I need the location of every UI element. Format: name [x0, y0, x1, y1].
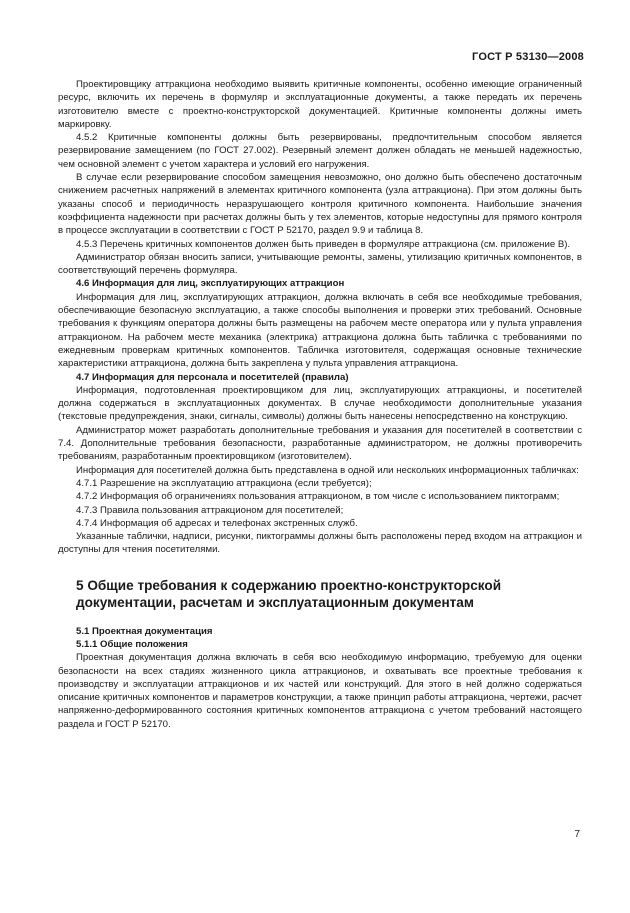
subsection-heading: 5.1.1 Общие положения — [76, 638, 188, 650]
subsection-heading: 4.7 Информация для персонала и посетителей (правила) — [76, 371, 349, 383]
paragraph: Информация для лиц, эксплуатирующих аттракцион, должна включать в себя все необходимые требования, обеспечивающие безопасную эксплуатацию, а также способы выполнения и проверки этих требований. Основные требования к функциям оператора должны быть размещены на рабочем месте оператора или у пульта управления аттракционом. На рабочем месте механика (электрика) аттракциона должна быть табличка с требованиями по ежедневным проверкам критичных компонентов. Табличка изготовителя, содержащая основные технические характеристики аттракциона, должна быть закреплена у пульта управления аттракциона. — [58, 291, 582, 370]
list-item: 4.7.2 Информация об ограничениях пользования аттракционом, в том числе с использованием пиктограмм; — [76, 491, 560, 503]
paragraph: 4.5.2 Критичные компоненты должны быть резервированы, предпочтительным способом является резервирование замещением (по ГОСТ 27.002). Резервный элемент должен обладать не меньшей надежностью, чем основной элемент с учетом характера и условий его нагружения. — [58, 132, 582, 170]
paragraph: Проектная документация должна включать в себя всю необходимую информацию, требуемую для оценки безопасности на всех стадиях жизненного цикла аттракционов, и охватывать все проектные требования к производству и эксплуатации аттракционов и их частей или конструкций. Для этого в ней должно содержаться описание критичных компонентов и параметров конструкции, а также принцип работы аттракциона, чертежи, расчет напряженно-деформированного состояния критичных компонентов аттракциона с учетом требований настоящего раздела и ГОСТ Р 52170. — [58, 652, 582, 730]
document-id-header: ГОСТ Р 53130—2008 — [472, 51, 584, 63]
list-item: 4.7.1 Разрешение на эксплуатацию аттракциона (если требуется); — [76, 477, 372, 489]
list-item: 4.7.3 Правила пользования аттракционом для посетителей; — [76, 504, 344, 516]
page-number: 7 — [574, 829, 580, 840]
paragraph: Информация для посетителей должна быть представлена в одной или нескольких информационных табличках: — [76, 464, 579, 476]
subsection-heading: 5.1 Проектная документация — [76, 625, 213, 637]
paragraph: 4.5.3 Перечень критичных компонентов должен быть приведен в формуляре аттракциона (см. приложение В). — [76, 238, 571, 250]
paragraph: Администратор обязан вносить записи, учитывающие ремонты, замены, утилизацию критичных компонентов, в соответствующий перечень формуляра. — [58, 251, 582, 277]
paragraph: Администратор может разработать дополнительные требования и указания для посетителей в соответствии с 7.4. Дополнительные требования безопасности, разработанные администратором, не должны противоречить требованиям, разработанным проектировщиком (изготовителем). — [58, 424, 582, 463]
subsection-heading: 4.6 Информация для лиц, эксплуатирующих аттракцион — [76, 278, 345, 290]
section-title: 5 Общие требования к содержанию проектно-конструкторской документации, расчетам и эксплуатационным документам — [76, 577, 502, 610]
paragraph: Указанные таблички, надписи, рисунки, пиктограммы должны быть расположены перед входом на аттракцион и доступны для чтения посетителями. — [58, 531, 582, 556]
page-content — [58, 78, 582, 731]
paragraph: Проектировщику аттракциона необходимо выявить критичные компоненты, особенно имеющие ограниченный ресурс, включить их перечень в формуляр и эксплуатационные документы, а также передать их перечень изготовителю вместе с проектно-конструкторской документацией. Критичные компоненты должны иметь маркировку. — [58, 79, 582, 130]
paragraph: Информация, подготовленная проектировщиком для лиц, эксплуатирующих аттракционы, и посетителей должна содержаться в эксплуатационных документах. В случае необходимости дополнительные указания (текстовые предупреждения, знаки, сигналы, символы) должны быть нанесены непосредственно на конструкцию. — [58, 384, 582, 423]
list-item: 4.7.4 Информация об адресах и телефонах экстренных служб. — [76, 517, 358, 529]
paragraph: В случае если резервирование способом замещения невозможно, оно должно быть обеспечено достаточным снижением расчетных напряжений в элементах критичного компонента (узла аттракциона). При этом должны быть указаны способ и периодичность неразрушающего контроля критичного компонента. Наибольшие значения коэффициента надежности при расчетах должны быть у тех элементов, которые недоступны для прямого контроля в процессе эксплуатации в соответствии с ГОСТ Р 52170, раздел 9.9 и таблица 8. — [58, 172, 582, 237]
